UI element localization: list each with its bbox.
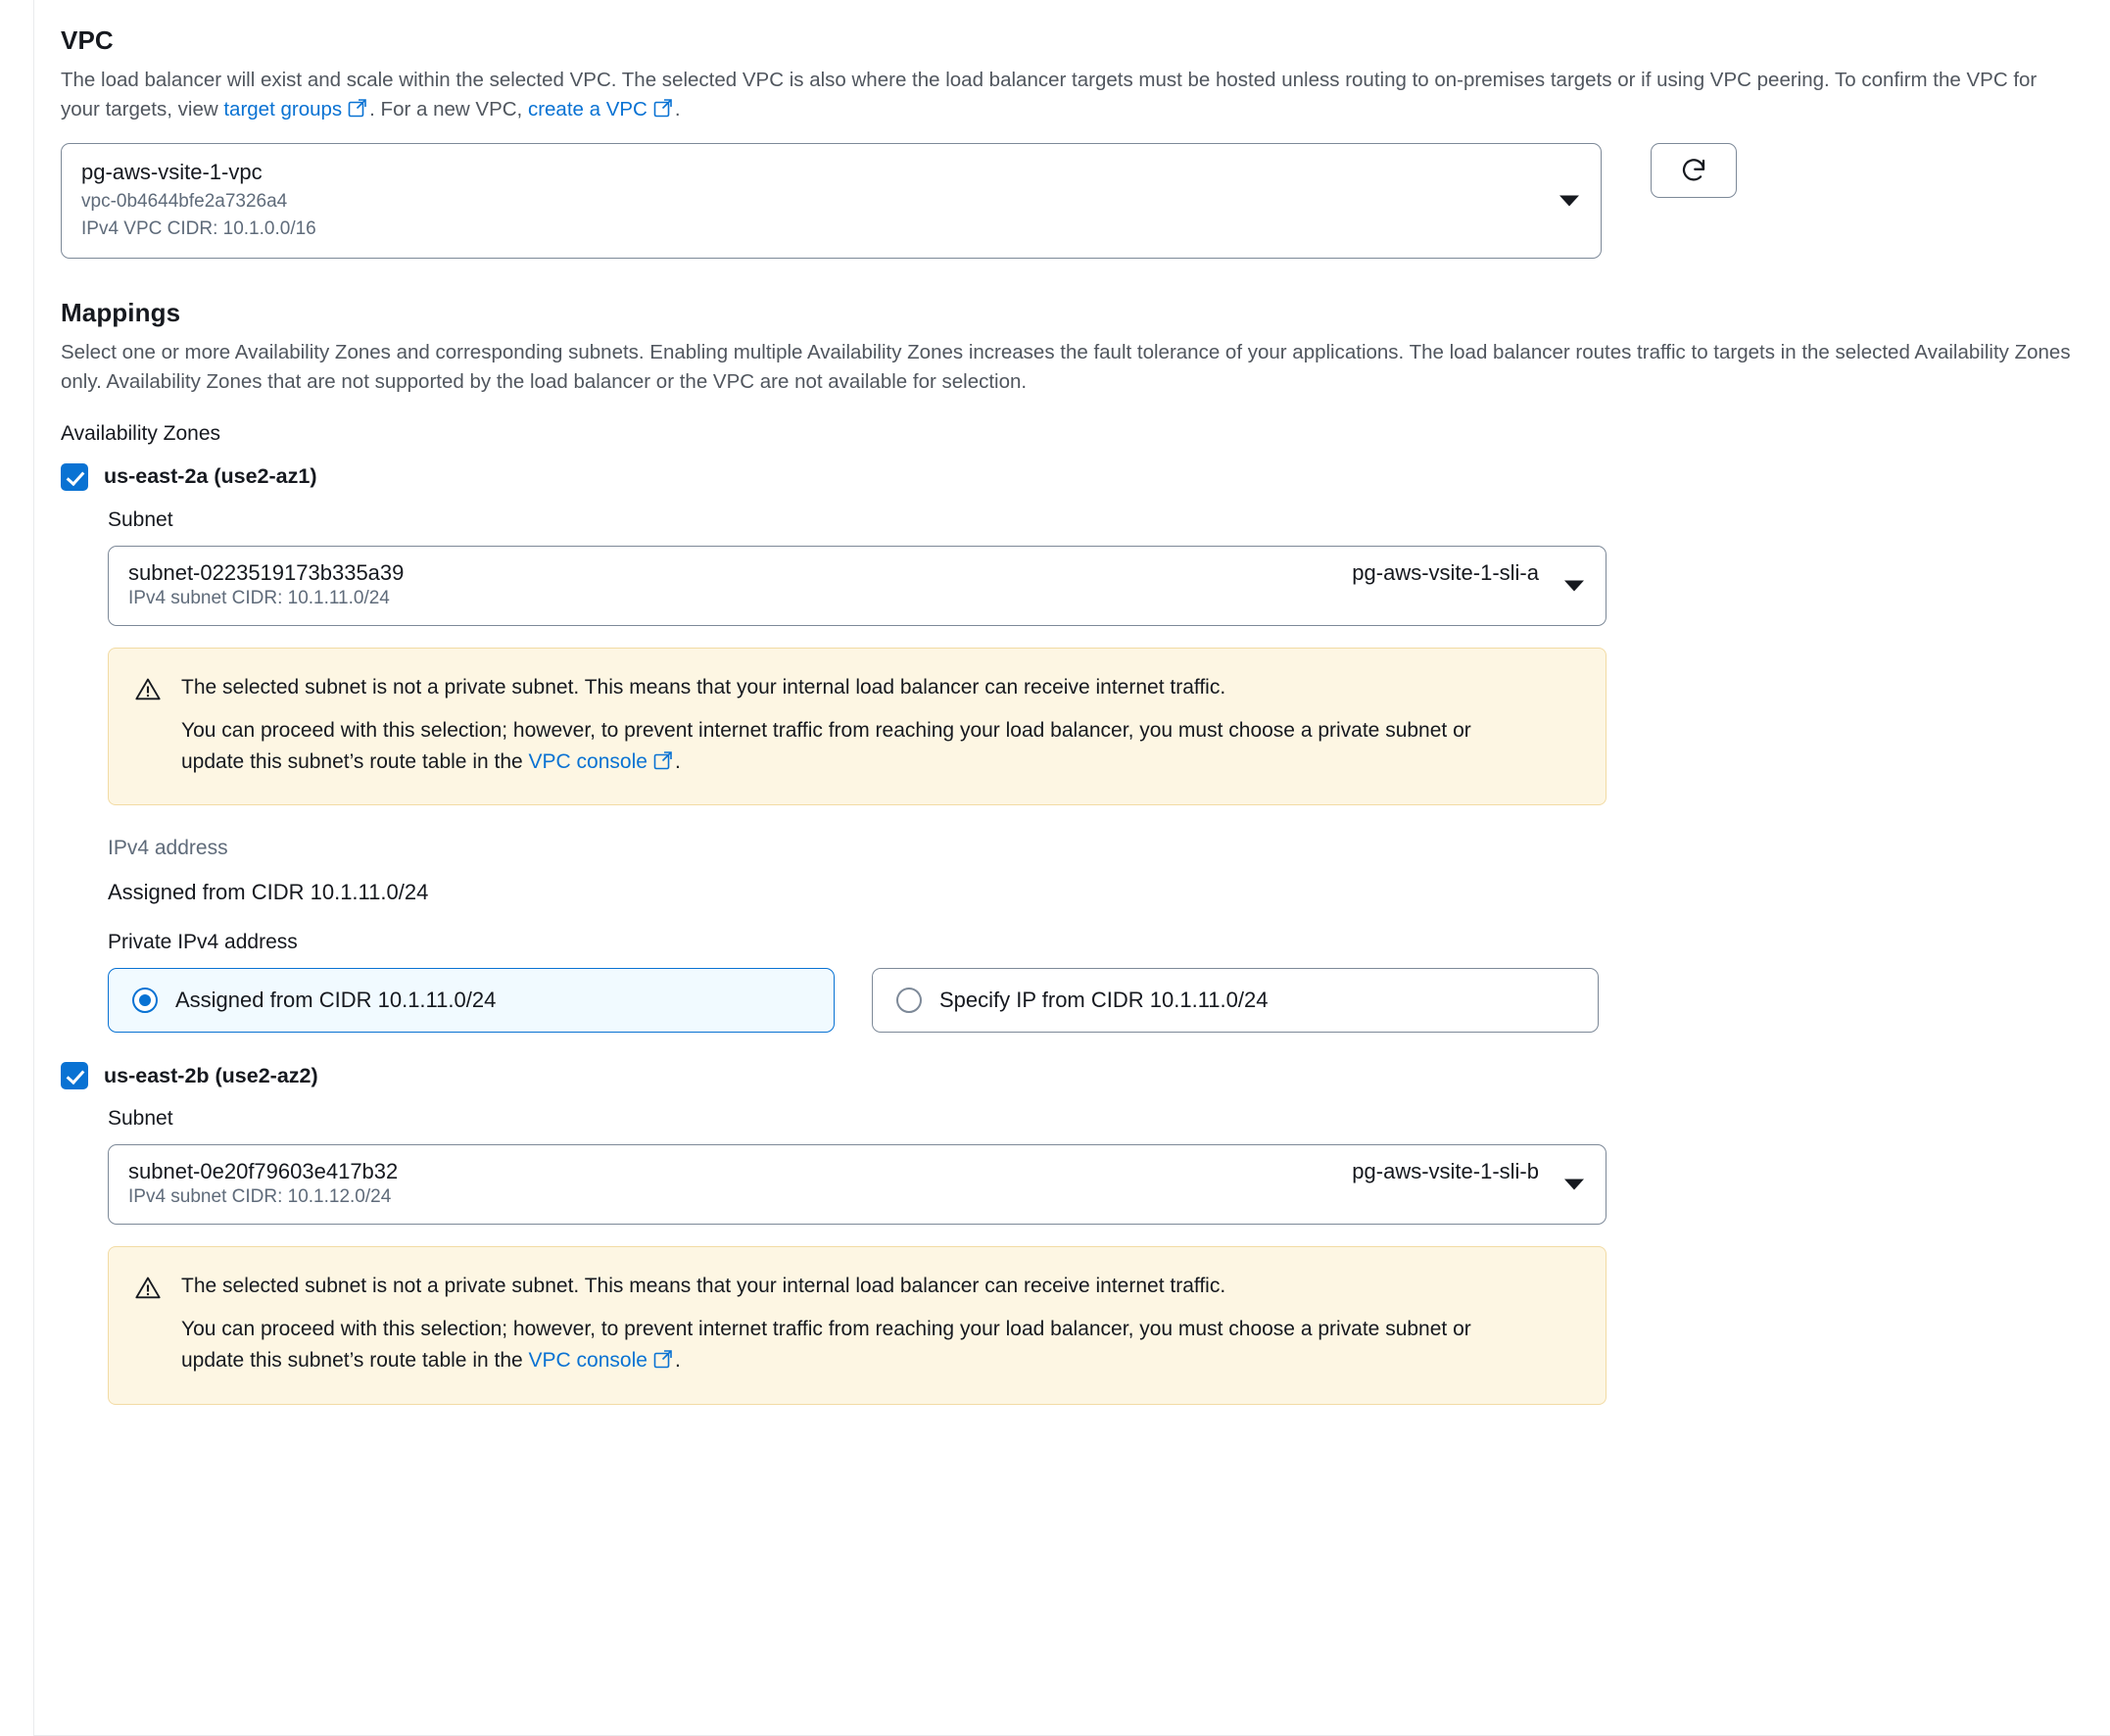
ipv4-address-value: Assigned from CIDR 10.1.11.0/24 — [108, 880, 429, 905]
mappings-section-title: Mappings — [61, 298, 181, 328]
warning-line-2 — [181, 715, 1533, 780]
vpc-description-part1: The load balancer will exist and scale within the selected VPC. The selected VPC is also where the load balancer targets must be hosted unless routing to on-premises targets or if using VPC peering. To confirm the VPC for your targets, view — [61, 69, 2038, 121]
subnet-select-us-east-2a[interactable] — [108, 546, 1606, 626]
warning-line-1: The selected subnet is not a private subnet. This means that your internal load balancer can receive internet traffic. — [181, 1275, 1226, 1298]
vpc-console-link[interactable]: VPC console — [528, 749, 647, 773]
availability-zones-label: Availability Zones — [61, 421, 221, 445]
availability-zone-block — [61, 1062, 2110, 1405]
refresh-icon — [1679, 156, 1708, 185]
subnet-alias: pg-aws-vsite-1-sli-b — [1352, 1159, 1539, 1184]
subnet-alias: pg-aws-vsite-1-sli-a — [1352, 559, 1539, 585]
subnet-warning-alert — [108, 648, 1606, 806]
az-label: us-east-2a (use2-az1) — [104, 464, 317, 489]
az-checkbox-row[interactable] — [61, 463, 2110, 491]
subnet-label: Subnet — [108, 1107, 173, 1131]
az-checkbox-us-east-2a[interactable] — [61, 463, 88, 491]
az-label: us-east-2b (use2-az2) — [104, 1063, 318, 1087]
vpc-description — [61, 66, 2079, 125]
chevron-down-icon[interactable] — [1564, 580, 1584, 591]
subnet-id: subnet-0e20f79603e417b32 — [128, 1159, 399, 1184]
vpc-selected-name: pg-aws-vsite-1-vpc — [81, 160, 263, 185]
warning-line-2-end: . — [674, 749, 681, 773]
chevron-down-icon[interactable] — [1564, 1180, 1584, 1190]
subnet-warning-alert — [108, 1246, 1606, 1405]
refresh-button[interactable] — [1651, 143, 1737, 198]
vpc-description-part2: . For a new VPC, — [369, 97, 528, 121]
warning-line-2-text: You can proceed with this selection; however, to prevent internet traffic from reaching your load balancer, you must choose a private subnet or update this subnet’s route table in the — [181, 718, 1471, 773]
subnet-select-us-east-2b[interactable] — [108, 1144, 1606, 1225]
warning-icon — [134, 676, 162, 780]
availability-zone-block — [61, 463, 2110, 1034]
az-details — [61, 1107, 2110, 1405]
target-groups-link[interactable]: target groups — [223, 97, 343, 121]
vpc-selected-cidr: IPv4 VPC CIDR: 10.1.0.0/16 — [81, 217, 316, 239]
external-link-icon — [653, 1347, 673, 1378]
chevron-down-icon[interactable] — [1559, 196, 1579, 207]
external-link-icon — [348, 97, 367, 126]
az-details — [61, 508, 2110, 1034]
vpc-description-part3: . — [674, 97, 681, 121]
left-divider — [33, 0, 34, 1736]
create-vpc-link[interactable]: create a VPC — [527, 97, 647, 121]
subnet-cidr: IPv4 subnet CIDR: 10.1.12.0/24 — [128, 1186, 392, 1208]
radio-icon-selected[interactable] — [132, 988, 158, 1013]
warning-line-2-end: . — [674, 1349, 681, 1373]
external-link-icon — [653, 748, 673, 780]
warning-line-2-text: You can proceed with this selection; however, to prevent internet traffic from reaching your load balancer, you must choose a private subnet or update this subnet’s route table in the — [181, 1318, 1471, 1373]
vpc-select[interactable] — [61, 143, 1602, 259]
az-checkbox-row[interactable] — [61, 1062, 2110, 1089]
radio-label: Specify IP from CIDR 10.1.11.0/24 — [939, 988, 1269, 1013]
subnet-label: Subnet — [108, 507, 173, 531]
private-ipv4-label: Private IPv4 address — [108, 931, 298, 954]
vpc-section-title: VPC — [61, 25, 114, 55]
vpc-selected-id: vpc-0b4644bfe2a7326a4 — [81, 191, 288, 213]
ipv4-address-label: IPv4 address — [108, 837, 228, 860]
vpc-select-row — [61, 143, 2110, 259]
radio-icon-unselected[interactable] — [896, 988, 922, 1013]
vpc-console-link[interactable]: VPC console — [528, 1349, 647, 1373]
private-ipv4-options — [108, 968, 2110, 1033]
external-link-icon — [653, 97, 673, 126]
subnet-id: subnet-0223519173b335a39 — [128, 559, 405, 585]
warning-line-2 — [181, 1314, 1533, 1378]
mappings-description: Select one or more Availability Zones and corresponding subnets. Enabling multiple Availability Zones increases the fault tolerance of your applications. The load balancer routes traffic to targets in the selected Availability Zones only. Availability Zones that are not supported by the load balancer or the VPC are not available for selection. — [61, 341, 2071, 394]
warning-icon — [134, 1275, 162, 1378]
radio-assigned-from-cidr[interactable] — [108, 968, 835, 1033]
subnet-cidr: IPv4 subnet CIDR: 10.1.11.0/24 — [128, 587, 390, 608]
radio-label: Assigned from CIDR 10.1.11.0/24 — [175, 988, 497, 1013]
warning-line-1: The selected subnet is not a private subnet. This means that your internal load balancer can receive internet traffic. — [181, 675, 1226, 699]
az-checkbox-us-east-2b[interactable] — [61, 1062, 88, 1089]
radio-specify-ip[interactable] — [872, 968, 1599, 1033]
